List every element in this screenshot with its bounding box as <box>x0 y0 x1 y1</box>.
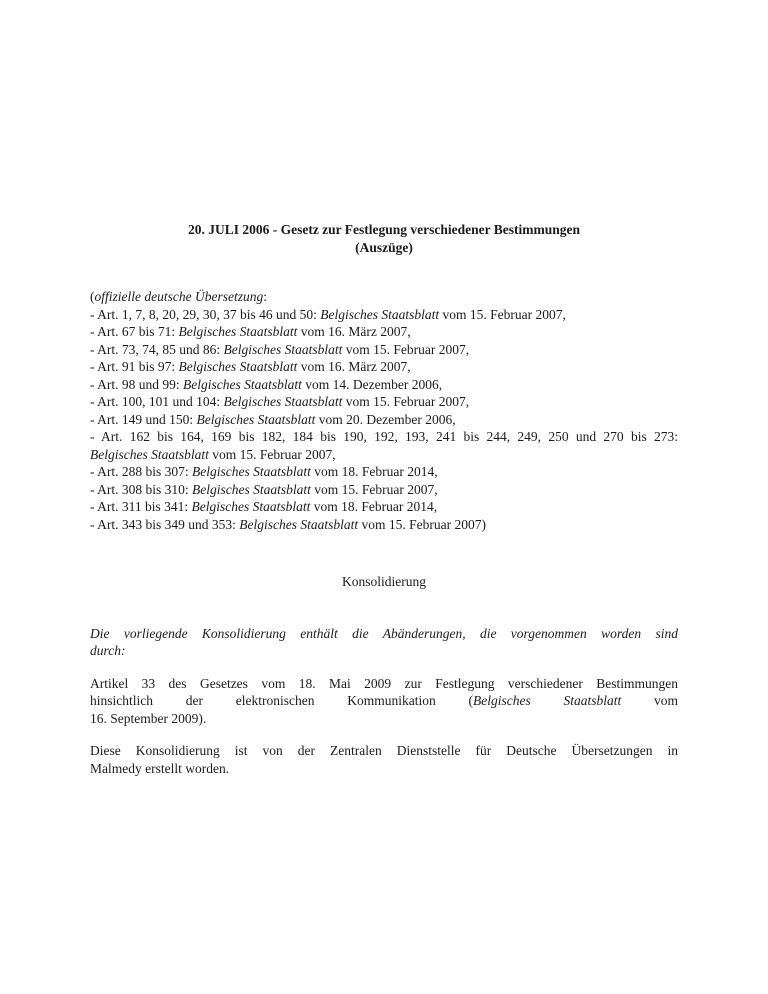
title-line-2: (Auszüge) <box>355 240 413 255</box>
consolidation-intro-paragraph <box>90 625 678 660</box>
closing-paragraph <box>90 742 678 777</box>
note-line: - Art. 311 bis 341: Belgisches Staatsblatt vom 18. Februar 2014, <box>90 499 438 514</box>
note-line: - Art. 288 bis 307: Belgisches Staatsblatt vom 18. Februar 2014, <box>90 464 438 479</box>
article-line-1: Artikel 33 des Gesetzes vom 18. Mai 2009 zur Festlegung verschiedener Bestimmungen <box>90 675 678 691</box>
note-line: - Art. 100, 101 und 104: Belgisches Staatsblatt vom 15. Februar 2007, <box>90 394 470 409</box>
note-line: - Art. 162 bis 164, 169 bis 182, 184 bis 190, 192, 193, 241 bis 244, 249, 250 und 270 bis 273: <box>90 429 678 444</box>
note-line: - Art. 1, 7, 8, 20, 29, 30, 37 bis 46 und 50: Belgisches Staatsblatt vom 15. Februar 2007, <box>90 306 566 322</box>
document-title <box>90 221 678 257</box>
note-line: - Art. 91 bis 97: Belgisches Staatsblatt vom 16. März 2007, <box>90 359 411 374</box>
note-line: - Art. 73, 74, 85 und 86: Belgisches Staatsblatt vom 15. Februar 2007, <box>90 341 470 357</box>
consolidation-heading: Konsolidierung <box>342 574 426 589</box>
article-line-3: 16. September 2009). <box>90 710 207 726</box>
note-line: Belgisches Staatsblatt vom 15. Februar 2007, <box>90 446 336 462</box>
title-line-1: 20. JULI 2006 - Gesetz zur Festlegung verschiedener Bestimmungen <box>187 222 581 237</box>
note-line: - Art. 343 bis 349 und 353: Belgisches Staatsblatt vom 15. Februar 2007) <box>90 516 486 532</box>
intro-line-1: Die vorliegende Konsolidierung enthält die Abänderungen, die vorgenommen worden sind <box>90 625 678 641</box>
note-line: - Art. 308 bis 310: Belgisches Staatsblatt vom 15. Februar 2007, <box>90 481 438 497</box>
note-line: - Art. 98 und 99: Belgisches Staatsblatt vom 14. Dezember 2006, <box>90 376 443 392</box>
closing-line-2: Malmedy erstellt worden. <box>90 760 230 776</box>
closing-line-1: Diese Konsolidierung ist von der Zentralen Dienststelle für Deutsche Übersetzungen in <box>90 743 678 758</box>
note-intro-line: (offizielle deutsche Übersetzung: <box>90 289 267 304</box>
article-33-paragraph <box>90 675 678 728</box>
translation-note <box>90 288 678 533</box>
note-line: - Art. 67 bis 71: Belgisches Staatsblatt vom 16. März 2007, <box>90 324 411 339</box>
article-line-2: hinsichtlich der elektronischen Kommunikation (Belgisches Staatsblatt vom <box>90 693 678 708</box>
note-line: - Art. 149 und 150: Belgisches Staatsblatt vom 20. Dezember 2006, <box>90 411 456 427</box>
intro-line-2: durch: <box>90 643 126 658</box>
